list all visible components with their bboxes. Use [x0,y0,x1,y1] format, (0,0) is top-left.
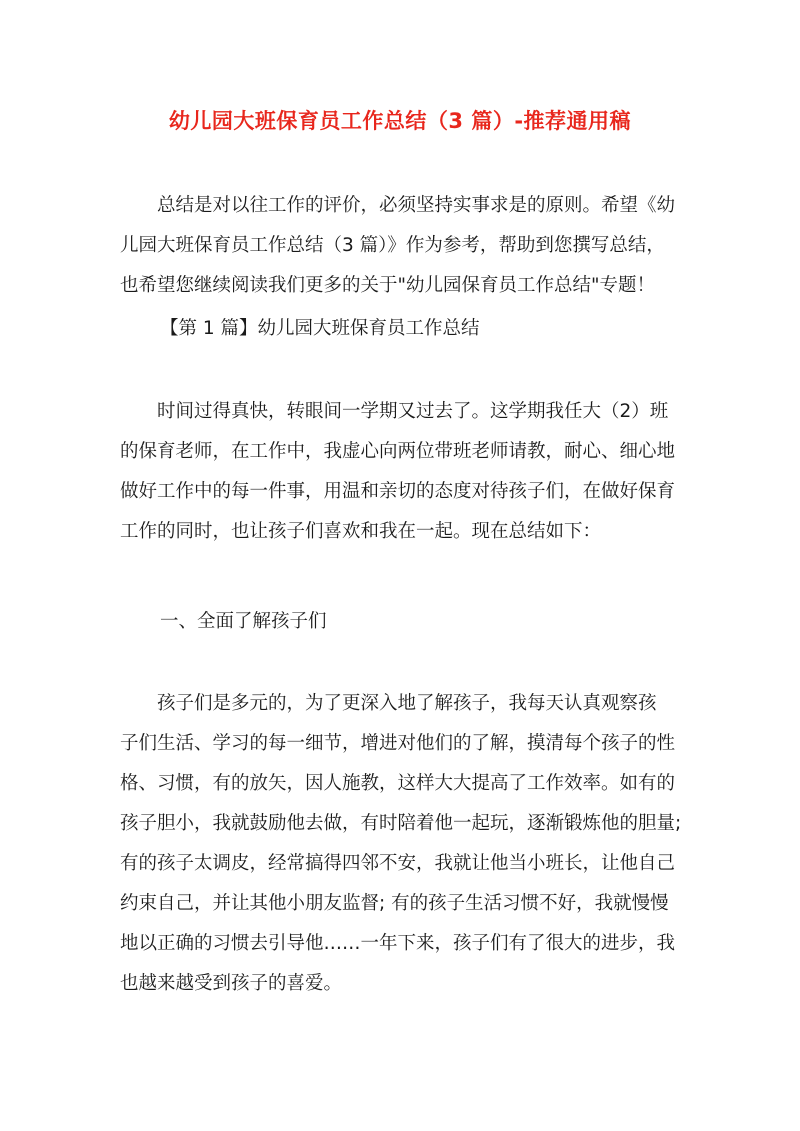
intro-line: 也希望您继续阅读我们更多的关于"幼儿园保育员工作总结"专题！ [120,275,656,296]
document-title: 幼儿园大班保育员工作总结（3 篇）-推荐通用稿 [168,109,632,133]
paragraph-line: 子们生活、学习的每一细节，增进对他们的了解，摸清每个孩子的性 [120,733,676,754]
paragraph-line: 孩子们是多元的，为了更深入地了解孩子，我每天认真观察孩 [157,693,657,714]
paragraph-2 [120,684,685,1004]
paragraph-line: 工作的同时，也让孩子们喜欢和我在一起。现在总结如下： [120,521,602,542]
section-heading: 【第 1 篇】幼儿园大班保育员工作总结 [160,318,480,339]
intro-paragraph [120,186,685,306]
paragraph-line: 时间过得真快，转眼间一学期又过去了。这学期我任大（2）班 [157,401,669,422]
paragraph-line: 做好工作中的每一件事，用温和亲切的态度对待孩子们，在做好保育 [120,481,676,502]
paragraph-line: 的保育老师，在工作中，我虚心向两位带班老师请教，耐心、细心地 [120,441,676,462]
intro-line: 总结是对以往工作的评价，必须坚持实事求是的原则。希望《幼 [157,195,676,216]
paragraph-1 [120,392,685,552]
subheading-1: 一、全面了解孩子们 [160,611,327,632]
section-heading-block [120,309,685,349]
paragraph-line: 有的孩子太调皮，经常搞得四邻不安，我就让他当小班长，让他自己 [120,853,676,874]
paragraph-line: 也越来越受到孩子的喜爱。 [120,973,343,994]
paragraph-line: 格、习惯，有的放矢，因人施教，这样大大提高了工作效率。如有的 [120,773,676,794]
subheading-block [120,602,685,642]
intro-line: 儿园大班保育员工作总结（3 篇）》作为参考，帮助到您撰写总结， [120,235,665,256]
paragraph-line: 孩子胆小，我就鼓励他去做，有时陪着他一起玩，逐渐锻炼他的胆量; [120,813,682,834]
paragraph-line: 约束自己，并让其他小朋友监督; 有的孩子生活习惯不好，我就慢慢 [120,893,669,914]
paragraph-line: 地以正确的习惯去引导他……一年下来，孩子们有了很大的进步，我 [120,933,676,954]
